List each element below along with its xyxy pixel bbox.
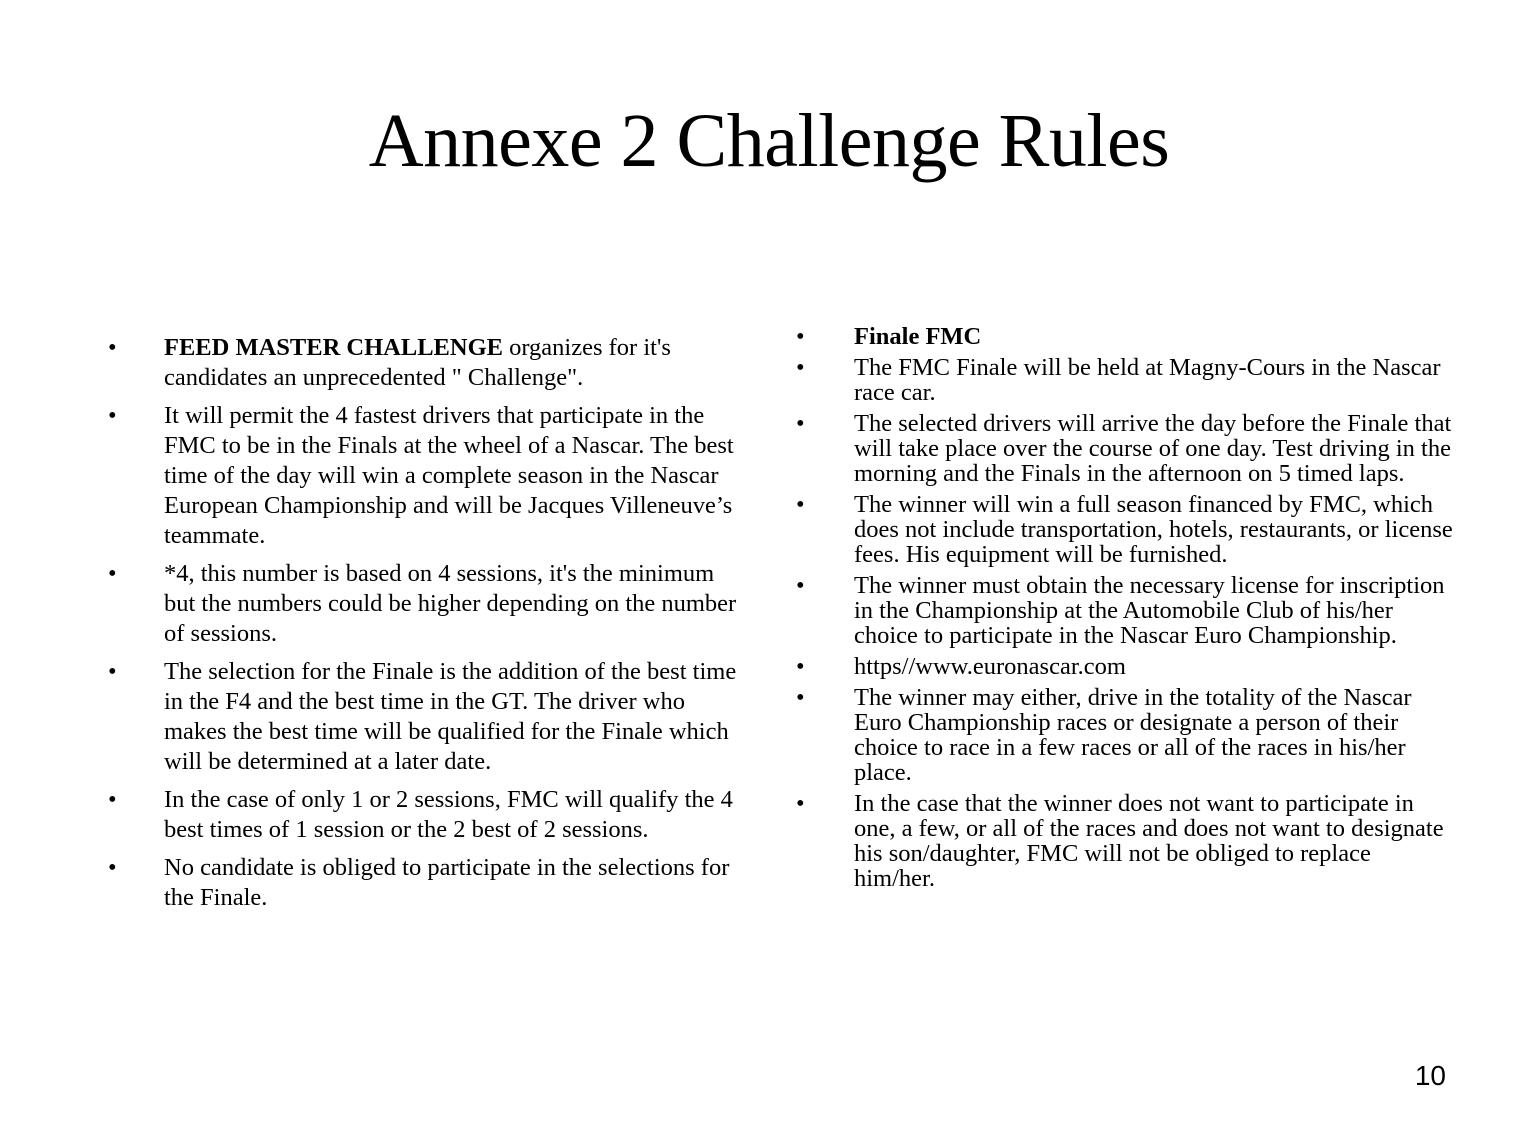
page-number: 10 bbox=[1414, 1060, 1446, 1091]
item-text: The winner must obtain the necessary license for inscription in the Championship at the Automobile Club of his/her choice to participate in the Nascar Euro Championship. bbox=[854, 572, 1445, 649]
list-item bbox=[108, 401, 748, 551]
right-bullet-list bbox=[796, 324, 1456, 897]
url-link[interactable]: https//www.euronascar.com bbox=[854, 653, 1126, 680]
item-text: The selection for the Finale is the addition of the best time in the F4 and the best time in the GT. The driver who makes the best time will be qualified for the Finale which will be determined at a later date. bbox=[164, 658, 737, 775]
item-text: organizes for it's candidates an unprecedented " Challenge". bbox=[164, 334, 671, 391]
bullet-icon: • bbox=[796, 323, 805, 350]
item-text: It will permit the 4 fastest drivers that participate in the FMC to be in the Finals at the wheel of a Nascar. The best time of the day will win a complete season in the Nascar European Championship and will be Jacques Villeneuve’s teammate. bbox=[164, 402, 734, 549]
item-text: In the case that the winner does not want to participate in one, a few, or all of the races and does not want to designate his son/daughter, FMC will not be obliged to replace him/her. bbox=[854, 790, 1444, 892]
list-item bbox=[108, 333, 748, 393]
left-bullet-list bbox=[108, 333, 748, 921]
item-lead: FEED MASTER CHALLENGE bbox=[164, 334, 503, 361]
bullet-icon: • bbox=[796, 790, 805, 817]
list-item bbox=[796, 791, 1456, 891]
bullet-icon: • bbox=[108, 402, 117, 429]
item-text: The winner will win a full season financed by FMC, which does not include transportation, hotels, restaurants, or license fees. His equipment will be furnished. bbox=[854, 491, 1453, 568]
bullet-icon: • bbox=[108, 854, 117, 881]
list-item bbox=[796, 411, 1456, 486]
bullet-icon: • bbox=[108, 334, 117, 361]
bullet-icon: • bbox=[796, 653, 805, 680]
list-item bbox=[796, 685, 1456, 785]
item-text: The winner may either, drive in the totality of the Nascar Euro Championship races or designate a person of their choice to race in a few races or all of the races in his/her place. bbox=[854, 684, 1412, 786]
list-item bbox=[796, 492, 1456, 567]
list-item bbox=[108, 785, 748, 845]
bullet-icon: • bbox=[108, 560, 117, 587]
list-item bbox=[796, 355, 1456, 405]
item-text: In the case of only 1 or 2 sessions, FMC will qualify the 4 best times of 1 session or the 2 best of 2 sessions. bbox=[164, 786, 733, 843]
list-item bbox=[796, 324, 1456, 349]
list-item bbox=[796, 573, 1456, 648]
bullet-icon: • bbox=[796, 572, 805, 599]
list-item bbox=[108, 853, 748, 913]
bullet-icon: • bbox=[108, 786, 117, 813]
list-item bbox=[108, 657, 748, 777]
bullet-icon: • bbox=[108, 658, 117, 685]
bullet-icon: • bbox=[796, 410, 805, 437]
bullet-icon: • bbox=[796, 684, 805, 711]
list-item bbox=[796, 654, 1456, 679]
bullet-icon: • bbox=[796, 354, 805, 381]
bullet-icon: • bbox=[796, 491, 805, 518]
item-text: *4, this number is based on 4 sessions, it's the minimum but the numbers could be higher depending on the number of sessions. bbox=[164, 560, 737, 647]
item-text: The selected drivers will arrive the day before the Finale that will take place over the course of one day. Test driving in the morning and the Finals in the afternoon on 5 timed laps. bbox=[854, 410, 1452, 487]
item-text: The FMC Finale will be held at Magny-Cours in the Nascar race car. bbox=[854, 354, 1441, 406]
item-lead: Finale FMC bbox=[854, 323, 982, 350]
slide-title: Annexe 2 Challenge Rules bbox=[368, 99, 1170, 183]
item-text: No candidate is obliged to participate in the selections for the Finale. bbox=[164, 854, 730, 911]
list-item bbox=[108, 559, 748, 649]
